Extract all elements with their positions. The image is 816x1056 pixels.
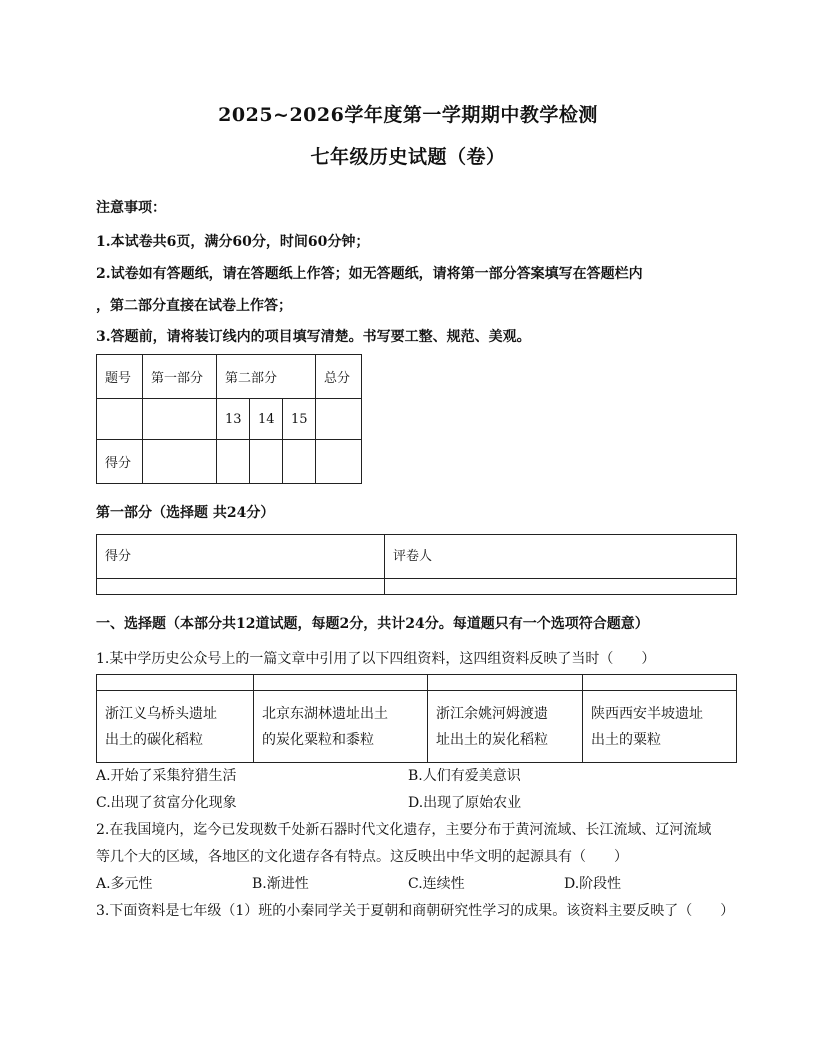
grader-table-score-cell[interactable] [97, 579, 385, 595]
q1-source-1-line1: 浙江义乌桥头遗址 [105, 705, 217, 722]
q1-source-4-line2: 出土的粟粒 [591, 731, 661, 748]
score-table-q15: 15 [283, 399, 316, 440]
q2-option-c[interactable]: C.连续性 [408, 876, 465, 892]
score-table-header-total: 总分 [316, 355, 362, 399]
exam-subtitle: 七年级历史试题（卷） [310, 146, 506, 168]
score-table-header-part2: 第二部分 [217, 355, 316, 399]
q2-option-b[interactable]: B.渐进性 [252, 876, 309, 892]
q1-source-2 [254, 691, 428, 763]
score-table-cell[interactable] [250, 440, 283, 484]
q3-stem: 3.下面资料是七年级（1）班的小秦同学关于夏朝和商朝研究性学习的成果。该资料主要反映了（ ） [96, 903, 735, 919]
exam-title: 2025~2026学年度第一学期期中教学检测 [218, 104, 598, 126]
q1-source-3 [428, 691, 583, 763]
q1-source-header-cell [583, 675, 737, 691]
score-table-cell [316, 399, 362, 440]
q1-source-table [96, 674, 737, 763]
q1-source-2-line2: 的炭化粟粒和黍粒 [262, 731, 374, 748]
score-table-row-label: 得分 [97, 440, 143, 484]
q1-option-a[interactable]: A.开始了采集狩猎生活 [96, 768, 237, 784]
q1-option-c[interactable]: C.出现了贫富分化现象 [96, 795, 237, 811]
grader-table [96, 534, 737, 595]
score-table-header-question: 题号 [97, 355, 143, 399]
grader-table-score-label: 得分 [97, 535, 385, 579]
score-table-cell[interactable] [217, 440, 250, 484]
q1-source-header-cell [428, 675, 583, 691]
grader-table-grader-cell[interactable] [385, 579, 737, 595]
q2-stem-line-2: 等几个大的区域，各地区的文化遗存各有特点。这反映出中华文明的起源具有（ ） [96, 849, 628, 865]
notes-item-2-line-2: ，第二部分直接在试卷上作答； [96, 298, 292, 314]
score-table-cell[interactable] [283, 440, 316, 484]
part1-heading: 第一部分（选择题 共24分） [96, 505, 275, 521]
score-table-cell[interactable] [316, 440, 362, 484]
score-table-header-part1: 第一部分 [143, 355, 217, 399]
section1-heading: 一、选择题（本部分共12道试题，每题2分，共计24分。每道题只有一个选项符合题意） [96, 616, 649, 632]
q2-option-d[interactable]: D.阶段性 [564, 876, 622, 892]
q1-source-4 [583, 691, 737, 763]
notes-item-1: 1.本试卷共6页，满分60分，时间60分钟； [96, 234, 370, 250]
q1-stem: 1.某中学历史公众号上的一篇文章中引用了以下四组资料，这四组资料反映了当时（ ） [96, 651, 656, 667]
q1-source-3-line1: 浙江余姚河姆渡遗 [436, 705, 548, 722]
q1-source-2-line1: 北京东湖林遗址出土 [262, 705, 388, 722]
q1-source-3-line2: 址出土的炭化稻粒 [436, 731, 548, 748]
notes-heading: 注意事项： [96, 200, 166, 216]
score-table [96, 354, 362, 484]
q1-option-d[interactable]: D.出现了原始农业 [408, 795, 522, 811]
q1-source-header-cell [254, 675, 428, 691]
score-table-q14: 14 [250, 399, 283, 440]
score-table-cell [97, 399, 143, 440]
q1-source-4-line1: 陕西西安半坡遗址 [591, 705, 703, 722]
grader-table-grader-label: 评卷人 [385, 535, 737, 579]
q1-source-1 [97, 691, 254, 763]
q1-source-1-line2: 出土的碳化稻粒 [105, 731, 203, 748]
notes-item-3: 3.答题前，请将装订线内的项目填写清楚。书写要工整、规范、美观。 [96, 329, 531, 345]
score-table-cell [143, 399, 217, 440]
q1-source-header-cell [97, 675, 254, 691]
q2-stem-line-1: 2.在我国境内，迄今已发现数千处新石器时代文化遗存，主要分布于黄河流域、长江流域、辽河流域 [96, 822, 712, 838]
score-table-q13: 13 [217, 399, 250, 440]
q2-option-a[interactable]: A.多元性 [96, 876, 153, 892]
score-table-cell[interactable] [143, 440, 217, 484]
notes-item-2-line-1: 2.试卷如有答题纸，请在答题纸上作答；如无答题纸，请将第一部分答案填写在答题栏内 [96, 266, 643, 282]
q1-option-b[interactable]: B.人们有爱美意识 [408, 768, 521, 784]
